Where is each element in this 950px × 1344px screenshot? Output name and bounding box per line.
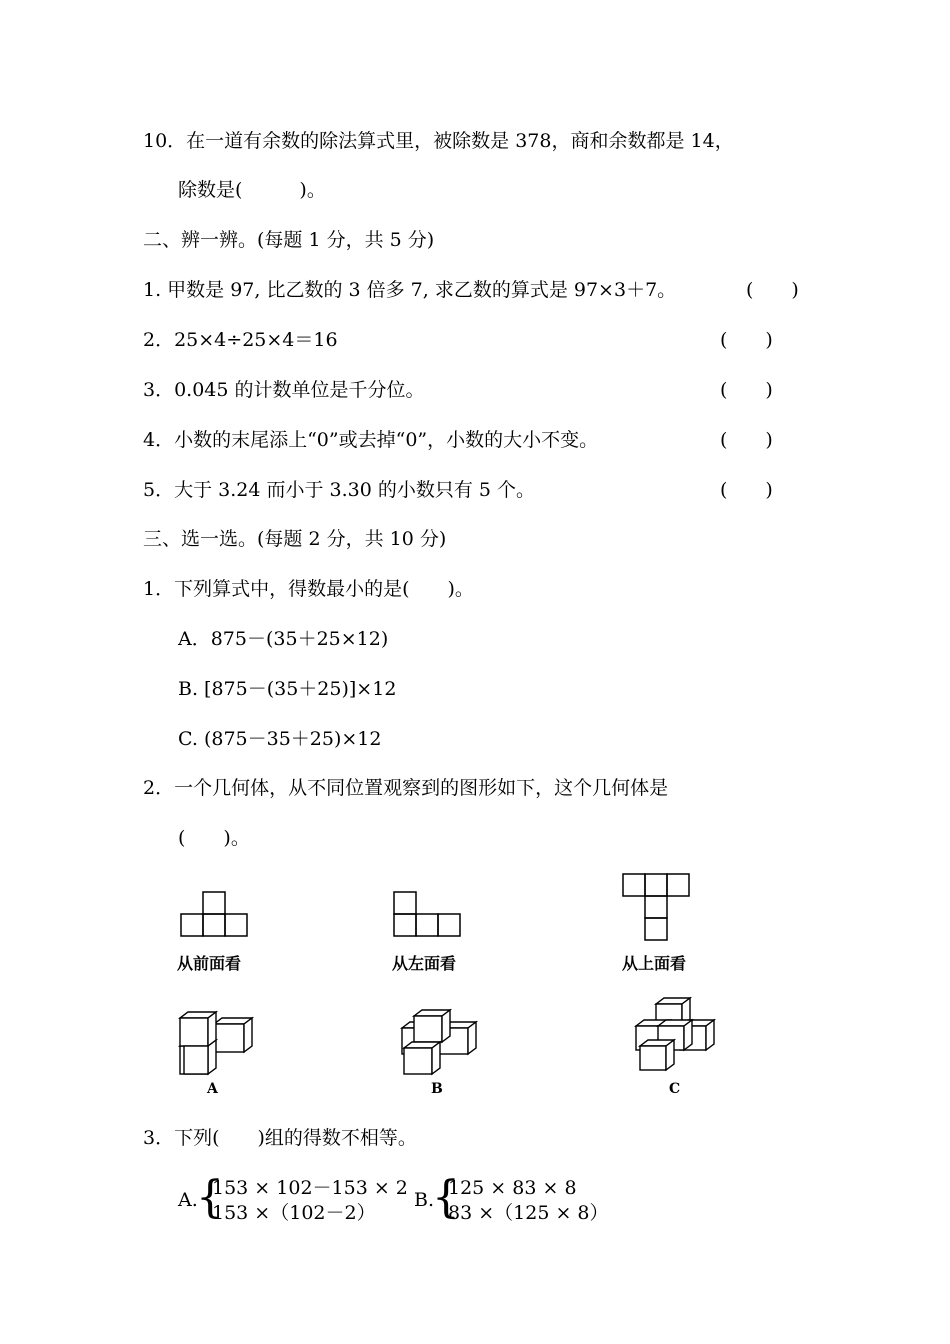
- choice-q3-stem: 3．下列( )组的得数不相等。: [143, 1127, 417, 1149]
- top-view-caption: 从上面看: [622, 954, 687, 973]
- judge-answer-blank-3[interactable]: ( ): [720, 379, 773, 401]
- front-view-caption: 从前面看: [177, 954, 242, 973]
- left-view-caption: 从左面看: [392, 954, 457, 973]
- choice-c-cube-figure[interactable]: [632, 996, 718, 1078]
- judge-answer-blank-5[interactable]: ( ): [720, 479, 773, 501]
- choice-q3-option-a-line2: 153 ×（102－2）: [212, 1202, 376, 1224]
- choice-q3-option-b-label: B.: [414, 1189, 435, 1211]
- choice-q1-stem: 1．下列算式中，得数最小的是( )。: [143, 578, 474, 600]
- section2-heading: 二、辨一辨。(每题 1 分，共 5 分): [143, 229, 435, 251]
- choice-a-label: A: [207, 1081, 218, 1097]
- choice-q1-option-b: B. [875－(35＋25)]×12: [178, 678, 397, 700]
- judge-answer-blank-4[interactable]: ( ): [720, 429, 773, 451]
- front-view-figure: [180, 888, 252, 940]
- choice-b-cube-figure[interactable]: [398, 1006, 484, 1078]
- q10-line2: 除数是( )。: [178, 179, 326, 201]
- choice-q2-stem: 2．一个几何体，从不同位置观察到的图形如下，这个几何体是: [143, 777, 669, 799]
- judge-item-3: 3．0.045 的计数单位是千分位。: [143, 379, 425, 401]
- q10-line1: 10．在一道有余数的除法算式里，被除数是 378，商和余数都是 14，: [143, 130, 734, 152]
- judge-item-5: 5．大于 3.24 而小于 3.30 的小数只有 5 个。: [143, 479, 536, 501]
- choice-q3-option-b-line2: 83 ×（125 × 8）: [448, 1202, 609, 1224]
- choice-q2-stem-blank: ( )。: [178, 827, 250, 849]
- choice-b-label: B: [431, 1081, 443, 1097]
- left-view-figure: [393, 888, 465, 940]
- choice-c-label: C: [669, 1081, 681, 1097]
- judge-item-4: 4．小数的末尾添上“0”或去掉“0”，小数的大小不变。: [143, 429, 599, 451]
- choice-q1-option-c: C. (875－35＋25)×12: [178, 728, 382, 750]
- judge-answer-blank-2[interactable]: ( ): [720, 329, 773, 351]
- choice-q3-option-a-label: A.: [178, 1189, 198, 1211]
- judge-item-2: 2．25×4÷25×4＝16: [143, 329, 338, 351]
- option-b-brace: {: [432, 1172, 460, 1223]
- choice-q3-option-b-line1: 125 × 83 × 8: [448, 1177, 577, 1199]
- choice-q1-option-a: A．875－(35＋25×12): [178, 628, 389, 650]
- choice-q3-option-a-line1: 153 × 102－153 × 2: [212, 1177, 408, 1199]
- top-view-figure: [622, 872, 694, 944]
- section3-heading: 三、选一选。(每题 2 分，共 10 分): [143, 528, 447, 550]
- judge-answer-blank-1[interactable]: ( ): [746, 279, 799, 301]
- option-a-brace: {: [196, 1172, 224, 1223]
- judge-item-1: 1. 甲数是 97, 比乙数的 3 倍多 7, 求乙数的算式是 97×3＋7。: [143, 279, 677, 301]
- choice-a-cube-figure[interactable]: [174, 1010, 260, 1078]
